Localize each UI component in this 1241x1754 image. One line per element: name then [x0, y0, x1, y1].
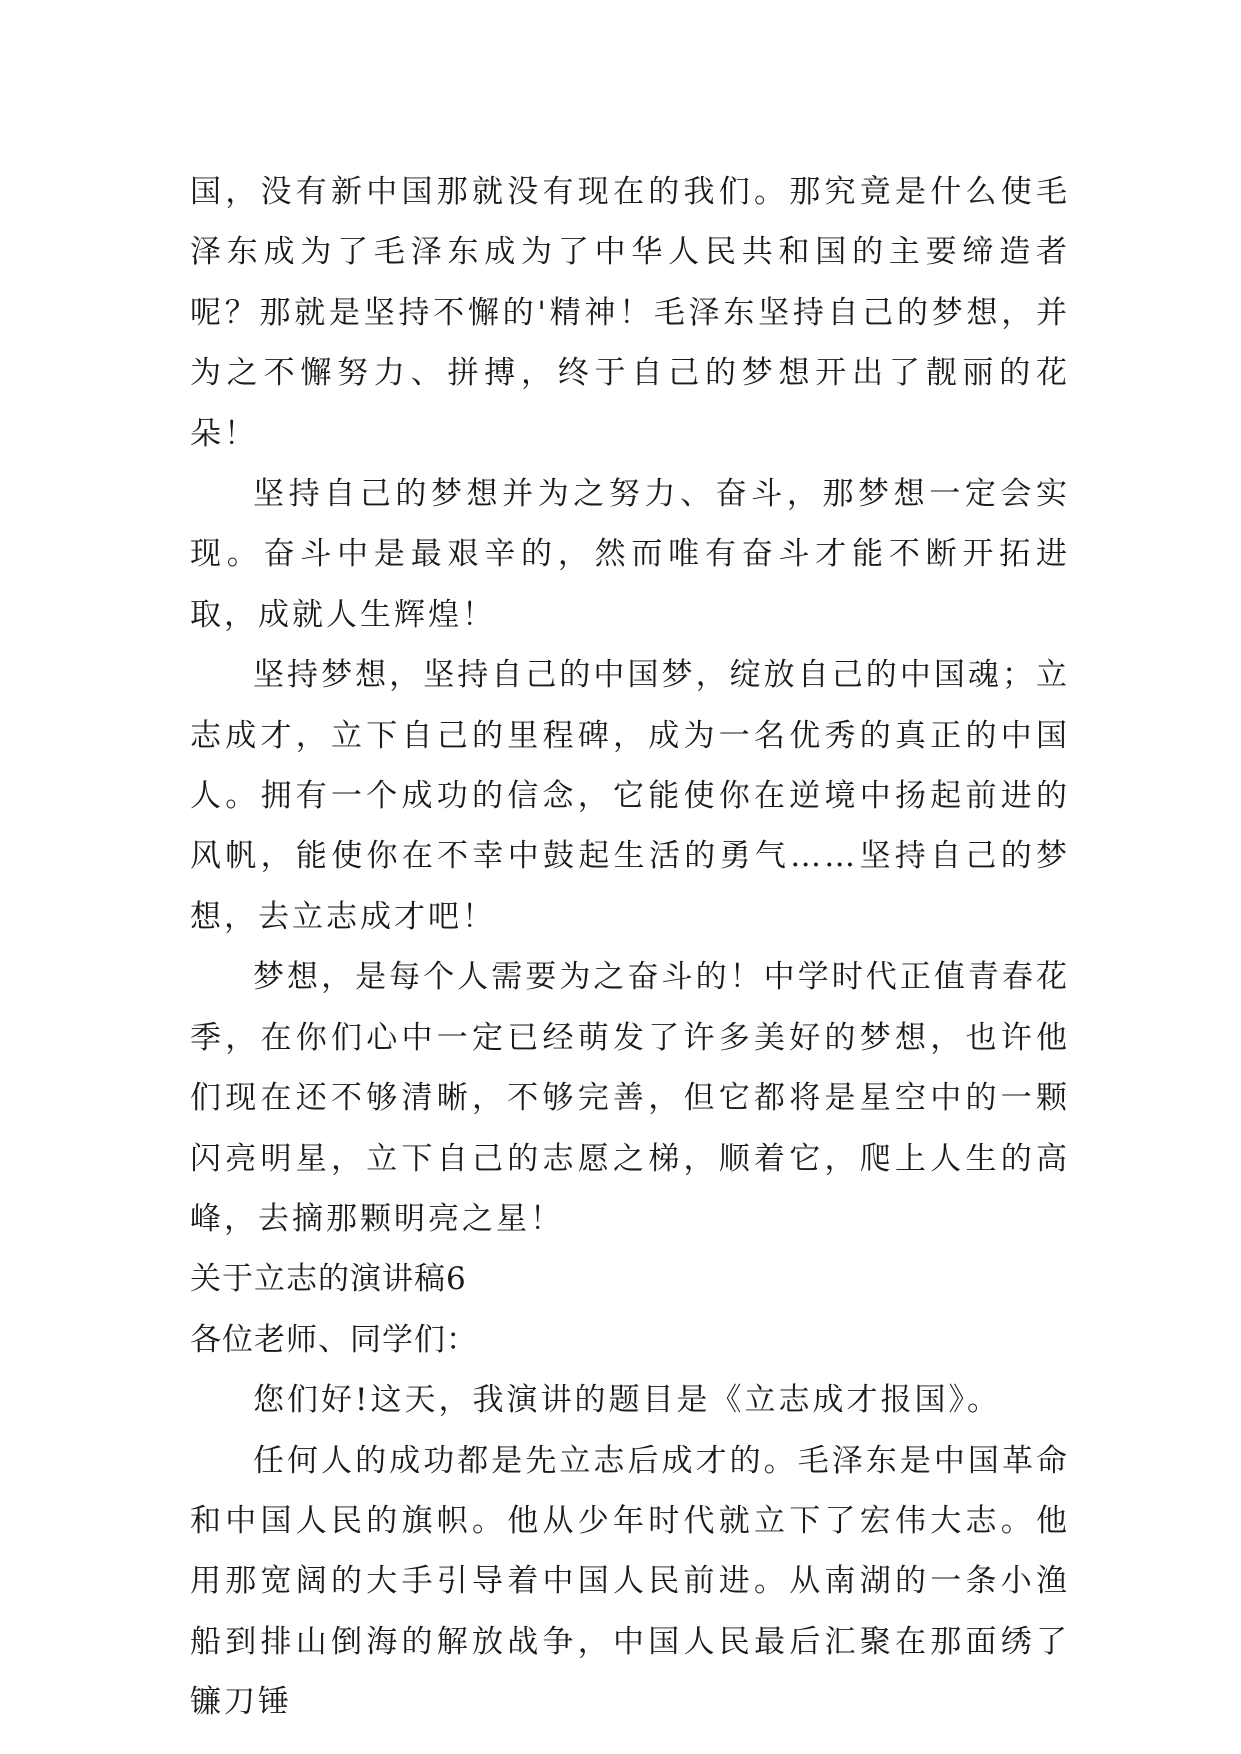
paragraph-continuation: 国，没有新中国那就没有现在的我们。那究竟是什么使毛泽东成为了毛泽东成为了中华人民共和国的主要缔造者呢？那就是坚持不懈的'精神！毛泽东坚持自己的梦想，并为之不懈努力、拼搏，终于自己的梦想开出了靓丽的花朵！ [190, 174, 1070, 452]
paragraph-greeting: 您们好!这天，我演讲的题目是《立志成才报国》。 [253, 1382, 1001, 1419]
paragraph-youth-dream: 梦想，是每个人需要为之奋斗的！中学时代正值青春花季，在你们心中一定已经萌发了许多美好的梦想，也许他们现在还不够清晰，不够完善，但它都将是星空中的一颗闪亮明星，立下自己的志愿之梯，顺着它，爬上人生的高峰，去摘那颗明亮之星！ [190, 959, 1070, 1237]
paragraph-mao: 任何人的成功都是先立志后成才的。毛泽东是中国革命和中国人民的旗帜。他从少年时代就立下了宏伟大志。他用那宽阔的大手引导着中国人民前进。从南湖的一条小渔船到排山倒海的解放战争，中国人民最后汇聚在那面绣了镰刀锤 [190, 1442, 1070, 1721]
paragraph-persist-dream: 坚持自己的梦想并为之努力、奋斗，那梦想一定会实现。奋斗中是最艰辛的，然而唯有奋斗才能不断开拓进取，成就人生辉煌！ [190, 476, 1070, 633]
salutation: 各位老师、同学们： [190, 1321, 478, 1358]
paragraph-china-dream: 坚持梦想，坚持自己的中国梦，绽放自己的中国魂；立志成才，立下自己的里程碑，成为一名优秀的真正的中国人。拥有一个成功的信念，它能使你在逆境中扬起前进的风帆，能使你在不幸中鼓起生活的勇气……坚持自己的梦想，去立志成才吧！ [190, 657, 1070, 935]
section-title: 关于立志的演讲稿6 [190, 1261, 467, 1298]
document-body [190, 162, 1070, 1733]
